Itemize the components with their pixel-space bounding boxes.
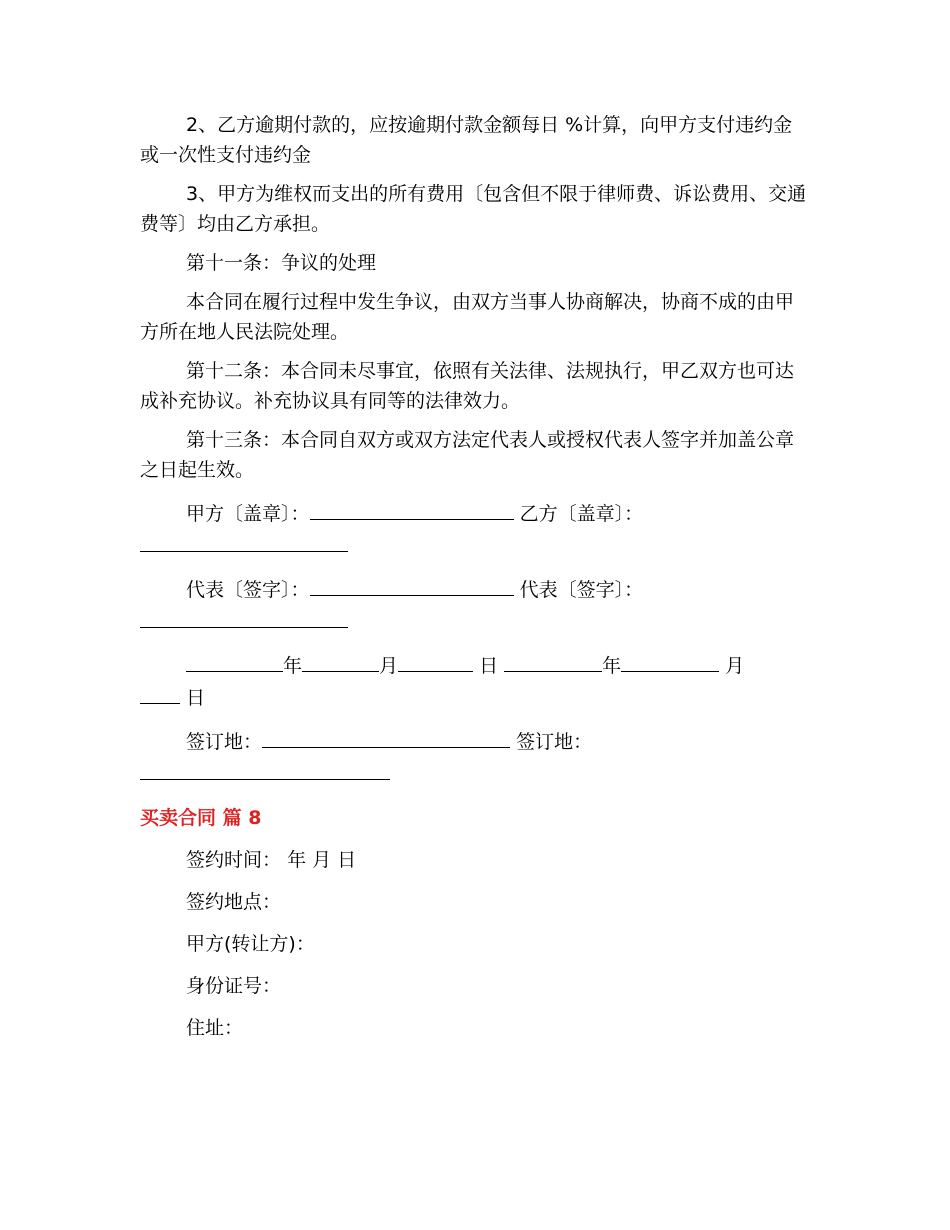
place-b-blank [140,757,390,780]
signing-time-value: 年 月 日 [287,849,357,871]
signing-place-label: 签约地点： [186,891,282,913]
section-heading: 买卖合同 篇 8 [140,807,262,829]
date-a-year-label: 年 [283,655,303,677]
date-b-year-label: 年 [602,655,622,677]
signing-time-row [140,845,810,875]
id-number-row [140,971,810,1001]
clause-late-payment: 2、乙方逾期付款的，应按逾期付款金额每日 %计算，向甲方支付违约金或一次性支付违约金 [140,114,793,166]
date-line [140,649,810,713]
party-b-seal-blank [140,529,348,552]
document-page [140,110,810,1055]
date-b-day-blank [140,681,180,704]
rep-a-blank [310,573,514,596]
place-a-label: 签订地： [186,731,263,753]
place-line [140,725,810,789]
article-12: 第十二条：本合同未尽事宜，依照有关法律、法规执行，甲乙双方也可达成补充协议。补充协议具有同等的法律效力。 [140,360,795,412]
article-11-title: 第十一条：争议的处理 [186,252,377,274]
date-a-year-blank [186,649,283,672]
date-b-year-blank [504,649,602,672]
signing-time-label: 签约时间： [186,849,282,871]
party-a-row [140,929,810,959]
rep-a-label: 代表〔签字〕： [186,579,310,601]
id-number-label: 身份证号： [186,975,282,997]
place-b-label: 签订地： [516,731,593,753]
address-label: 住址： [186,1017,244,1039]
party-a-label: 甲方(转让方)： [186,933,315,955]
date-b-month-blank [621,649,719,672]
date-a-day-label: 日 [479,655,499,677]
rep-line [140,573,810,637]
party-b-seal-label: 乙方〔盖章〕： [519,503,644,525]
rep-b-blank [140,605,348,628]
rep-b-label: 代表〔签字〕： [519,579,644,601]
date-a-month-blank [302,649,379,672]
date-a-day-blank [398,649,473,672]
article-13: 第十三条：本合同自双方或双方法定代表人或授权代表人签字并加盖公章之日起生效。 [140,429,795,481]
signing-place-row [140,887,810,917]
party-a-seal-label: 甲方〔盖章〕： [186,503,310,525]
date-b-month-label: 月 [725,655,745,677]
date-a-month-label: 月 [379,655,399,677]
party-a-seal-blank [310,497,514,520]
place-a-blank [262,725,510,748]
clause-rights-costs: 3、甲方为维权而支出的所有费用〔包含但不限于律师费、诉讼费用、交通费等〕均由乙方承担。 [140,183,807,235]
article-11-body: 本合同在履行过程中发生争议，由双方当事人协商解决，协商不成的由甲方所在地人民法院处理。 [140,291,795,343]
address-row [140,1013,810,1043]
seal-line [140,497,810,561]
date-b-day-label: 日 [186,687,206,709]
